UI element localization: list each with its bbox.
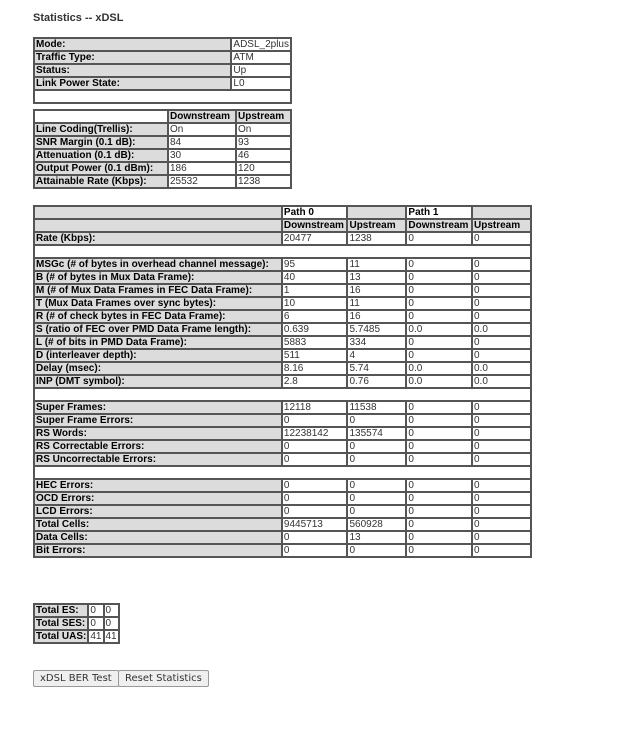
value-cell: 40	[282, 271, 348, 284]
row-label: Delay (msec):	[34, 362, 282, 375]
row-label: HEC Errors:	[34, 479, 282, 492]
table-row	[34, 617, 119, 630]
value-cell: 0	[472, 531, 531, 544]
table-row	[34, 323, 531, 336]
value-cell: 135574	[347, 427, 406, 440]
value-cell: 8.16	[282, 362, 348, 375]
table-row	[34, 440, 531, 453]
corner-cell	[34, 110, 168, 123]
mode-value: ADSL_2plus	[233, 39, 289, 50]
traffic-type-value: ATM	[231, 51, 291, 64]
value-cell: 13	[347, 271, 406, 284]
table-row	[34, 336, 531, 349]
table-spacer-row	[34, 466, 531, 479]
total-uas-a: 41	[90, 631, 102, 642]
path0-header: Path 0	[282, 206, 348, 219]
line-coding-down: On	[168, 123, 236, 136]
value-cell: 0.0	[472, 323, 531, 336]
value-cell: 0	[406, 258, 472, 271]
status-label: Status:	[34, 64, 231, 77]
value-cell: 0	[282, 531, 348, 544]
value-cell: 0	[472, 414, 531, 427]
value-cell: 2.8	[282, 375, 348, 388]
value-cell: 5.74	[347, 362, 406, 375]
value-cell: 334	[347, 336, 406, 349]
value-cell: 0.0	[406, 362, 472, 375]
value-cell: 0	[472, 232, 531, 245]
total-es-b: 0	[104, 604, 119, 617]
row-label: RS Words:	[34, 427, 282, 440]
row-label: Bit Errors:	[34, 544, 282, 557]
spacer-cell	[34, 245, 531, 258]
value-cell: 0	[282, 453, 348, 466]
table-row	[34, 38, 291, 51]
mode-label: Mode:	[34, 38, 231, 51]
value-cell: 0	[472, 336, 531, 349]
table-spacer-row	[34, 388, 531, 401]
value-cell: 0.0	[406, 375, 472, 388]
path-stats-table	[33, 205, 532, 558]
value-cell: 0	[472, 284, 531, 297]
path1-downstream-header: Downstream	[406, 219, 472, 232]
value-cell: 0.0	[406, 323, 472, 336]
total-es-label: Total ES:	[34, 604, 88, 617]
value-cell: 0	[406, 414, 472, 427]
attainable-rate-label: Attainable Rate (Kbps):	[34, 175, 168, 188]
row-label: T (Mux Data Frames over sync bytes):	[34, 297, 282, 310]
value-cell: 0	[406, 479, 472, 492]
path0-downstream-header: Downstream	[282, 219, 348, 232]
value-cell: 0	[347, 505, 406, 518]
line-coding-up: On	[236, 123, 291, 136]
value-cell: 0	[472, 427, 531, 440]
table-row	[34, 123, 291, 136]
table-row	[34, 149, 291, 162]
value-cell: 0	[472, 297, 531, 310]
table-row	[34, 544, 531, 557]
value-cell: 0	[406, 440, 472, 453]
table-row	[34, 162, 291, 175]
value-cell: 0	[472, 440, 531, 453]
total-uas-label: Total UAS:	[36, 631, 87, 642]
row-label: M (# of Mux Data Frames in FEC Data Frame):	[34, 284, 282, 297]
row-label: R (# of check bytes in FEC Data Frame):	[34, 310, 282, 323]
value-cell: 1	[282, 284, 348, 297]
line-coding-label: Line Coding(Trellis):	[34, 123, 168, 136]
total-uas-b: 41	[105, 631, 117, 642]
output-power-label: Output Power (0.1 dBm):	[34, 162, 168, 175]
corner-cell	[34, 219, 282, 232]
value-cell: 0	[472, 349, 531, 362]
table-row	[34, 604, 119, 617]
row-label: B (# of bytes in Mux Data Frame):	[34, 271, 282, 284]
reset-statistics-button[interactable]: Reset Statistics	[118, 670, 209, 687]
row-label: D (interleaver depth):	[34, 349, 282, 362]
table-row	[34, 258, 531, 271]
value-cell: 0.0	[472, 375, 531, 388]
downstream-header: Downstream	[168, 110, 236, 123]
path1-header: Path 1	[406, 206, 472, 219]
table-row	[34, 630, 119, 643]
row-label: S (ratio of FEC over PMD Data Frame length):	[34, 323, 282, 336]
table-row	[34, 518, 531, 531]
cell-rows	[34, 479, 531, 557]
attainable-rate-up: 1238	[236, 175, 291, 188]
path1-upstream-header: Upstream	[472, 219, 531, 232]
row-label: Super Frame Errors:	[34, 414, 282, 427]
row-label: Super Frames:	[34, 401, 282, 414]
table-row	[34, 531, 531, 544]
value-cell: 0	[406, 544, 472, 557]
attainable-rate-down: 25532	[168, 175, 236, 188]
link-power-state-label: Link Power State:	[34, 77, 231, 90]
row-label: RS Uncorrectable Errors:	[34, 453, 282, 466]
value-cell: 12238142	[282, 427, 348, 440]
status-value: Up	[231, 64, 291, 77]
value-cell: 0	[406, 518, 472, 531]
value-cell: 16	[347, 310, 406, 323]
value-cell: 0	[472, 401, 531, 414]
value-cell: 0	[282, 544, 348, 557]
value-cell: 4	[347, 349, 406, 362]
value-cell: 20477	[282, 232, 348, 245]
value-cell: 16	[347, 284, 406, 297]
value-cell: 0.0	[472, 362, 531, 375]
xdsl-ber-test-button[interactable]: xDSL BER Test	[33, 670, 119, 687]
table-row	[34, 401, 531, 414]
value-cell: 0	[282, 505, 348, 518]
value-cell: 0.76	[347, 375, 406, 388]
table-row	[34, 453, 531, 466]
row-label: Data Cells:	[34, 531, 282, 544]
value-cell: 12118	[282, 401, 348, 414]
value-cell: 1238	[347, 232, 406, 245]
value-cell: 0	[347, 414, 406, 427]
path1-header-filler	[472, 206, 531, 219]
row-label: MSGc (# of bytes in overhead channel message):	[34, 258, 282, 271]
page-title: Statistics -- xDSL	[33, 12, 124, 24]
value-cell: 0	[472, 310, 531, 323]
value-cell: 0	[406, 349, 472, 362]
value-cell: 0	[282, 492, 348, 505]
row-label: INP (DMT symbol):	[34, 375, 282, 388]
row-label: RS Correctable Errors:	[34, 440, 282, 453]
value-cell: 6	[282, 310, 348, 323]
value-cell: 0	[472, 271, 531, 284]
value-cell: 0	[406, 310, 472, 323]
value-cell: 0	[406, 505, 472, 518]
table-row	[34, 271, 531, 284]
value-cell: 0	[472, 505, 531, 518]
value-cell: 10	[282, 297, 348, 310]
table-row	[34, 362, 531, 375]
snr-margin-label: SNR Margin (0.1 dB):	[34, 136, 168, 149]
table-row	[34, 492, 531, 505]
value-cell: 560928	[347, 518, 406, 531]
table-header-row	[34, 219, 531, 232]
row-label: OCD Errors:	[34, 492, 282, 505]
value-cell: 0	[406, 284, 472, 297]
total-ses-a: 0	[88, 617, 103, 630]
totals-table	[33, 603, 120, 644]
upstream-header: Upstream	[236, 110, 291, 123]
value-cell: 0	[406, 427, 472, 440]
value-cell: 0	[347, 453, 406, 466]
value-cell: 0	[472, 544, 531, 557]
spacer-cell	[34, 388, 531, 401]
value-cell: 0	[472, 258, 531, 271]
value-cell: 0	[406, 271, 472, 284]
value-cell: 11538	[347, 401, 406, 414]
output-power-up: 120	[236, 162, 291, 175]
value-cell: 0	[406, 297, 472, 310]
output-power-down: 186	[168, 162, 236, 175]
table-row	[34, 505, 531, 518]
spacer-cell	[34, 90, 291, 103]
value-cell: 0	[347, 479, 406, 492]
frame-rows	[34, 258, 531, 388]
snr-margin-down: 84	[168, 136, 236, 149]
table-row	[34, 51, 291, 64]
value-cell: 0	[282, 414, 348, 427]
table-row	[34, 77, 291, 90]
link-power-state-value: L0	[231, 77, 291, 90]
value-cell: 0	[472, 518, 531, 531]
value-cell: 0.639	[282, 323, 348, 336]
row-label: L (# of bits in PMD Data Frame):	[34, 336, 282, 349]
table-row	[34, 232, 531, 245]
table-row	[34, 297, 531, 310]
value-cell: 0	[472, 479, 531, 492]
value-cell: 0	[347, 544, 406, 557]
traffic-type-label: Traffic Type:	[34, 51, 231, 64]
value-cell: 0	[406, 401, 472, 414]
table-header-row	[34, 110, 291, 123]
value-cell: 13	[347, 531, 406, 544]
table-row	[34, 284, 531, 297]
rate-label: Rate (Kbps):	[34, 232, 282, 245]
table-row	[34, 479, 531, 492]
value-cell: 0	[282, 440, 348, 453]
table-row	[34, 427, 531, 440]
value-cell: 5883	[282, 336, 348, 349]
value-cell: 0	[347, 492, 406, 505]
value-cell: 0	[406, 453, 472, 466]
snr-margin-up: 93	[236, 136, 291, 149]
attenuation-up: 46	[236, 149, 291, 162]
value-cell: 0	[282, 479, 348, 492]
total-es-a: 0	[88, 604, 103, 617]
value-cell: 0	[347, 440, 406, 453]
value-cell: 0	[472, 492, 531, 505]
value-cell: 0	[472, 453, 531, 466]
path0-upstream-header: Upstream	[347, 219, 406, 232]
table-row	[34, 310, 531, 323]
table-header-row	[34, 206, 531, 219]
attenuation-down: 30	[168, 149, 236, 162]
value-cell: 11	[347, 258, 406, 271]
corner-cell	[34, 206, 282, 219]
value-cell: 0	[406, 336, 472, 349]
table-row	[34, 175, 291, 188]
table-row	[34, 136, 291, 149]
link-status-table	[33, 37, 292, 104]
path0-header-filler	[347, 206, 406, 219]
total-ses-b: 0	[104, 617, 119, 630]
table-row	[34, 64, 291, 77]
value-cell: 0	[406, 531, 472, 544]
value-cell: 0	[406, 492, 472, 505]
value-cell: 9445713	[282, 518, 348, 531]
attenuation-label: Attenuation (0.1 dB):	[34, 149, 168, 162]
table-row	[34, 414, 531, 427]
value-cell: 0	[406, 232, 472, 245]
total-ses-label: Total SES:	[34, 617, 88, 630]
value-cell: 511	[282, 349, 348, 362]
value-cell: 5.7485	[347, 323, 406, 336]
value-cell: 95	[282, 258, 348, 271]
table-row	[34, 375, 531, 388]
line-stats-table	[33, 109, 292, 189]
row-label: LCD Errors:	[34, 505, 282, 518]
value-cell: 11	[347, 297, 406, 310]
superframe-rows	[34, 401, 531, 466]
table-row	[34, 349, 531, 362]
spacer-cell	[34, 466, 531, 479]
table-spacer-row	[34, 90, 291, 103]
row-label: Total Cells:	[34, 518, 282, 531]
table-spacer-row	[34, 245, 531, 258]
